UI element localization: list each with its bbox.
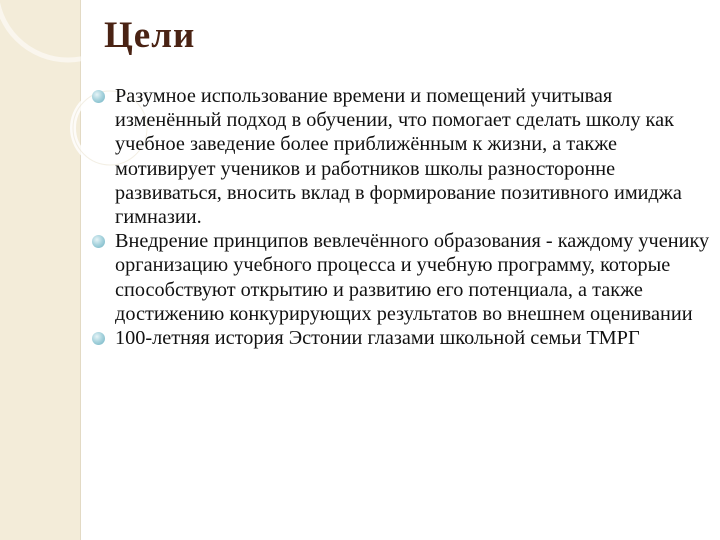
bullet-text: Внедрение принципов вевлечённого образования - каждому ученику организацию учебного процесса и учебную программу, которые способствуют открытию и развитию его потенциала, а также достижению конкурирующих результатов во внешнем оценивании <box>115 230 710 325</box>
bullet-list <box>90 84 710 350</box>
bullet-icon <box>92 90 105 103</box>
list-item <box>90 84 710 229</box>
bullet-text: 100-летняя история Эстонии глазами школьной семьи ТМРГ <box>115 327 640 350</box>
bullet-icon <box>92 235 105 248</box>
list-item <box>90 229 710 326</box>
bullet-icon <box>92 332 105 345</box>
bullet-text: Разумное использование времени и помещений учитывая изменённый подход в обучении, что помогает сделать школу как учебное заведение более приближённым к жизни, а также мотивирует учеников и работников школы разносторонне развиваться, вносить вклад в формирование позитивного имиджа гимназии. <box>115 85 682 229</box>
list-item <box>90 326 710 350</box>
slide-title: Цели <box>104 15 196 56</box>
